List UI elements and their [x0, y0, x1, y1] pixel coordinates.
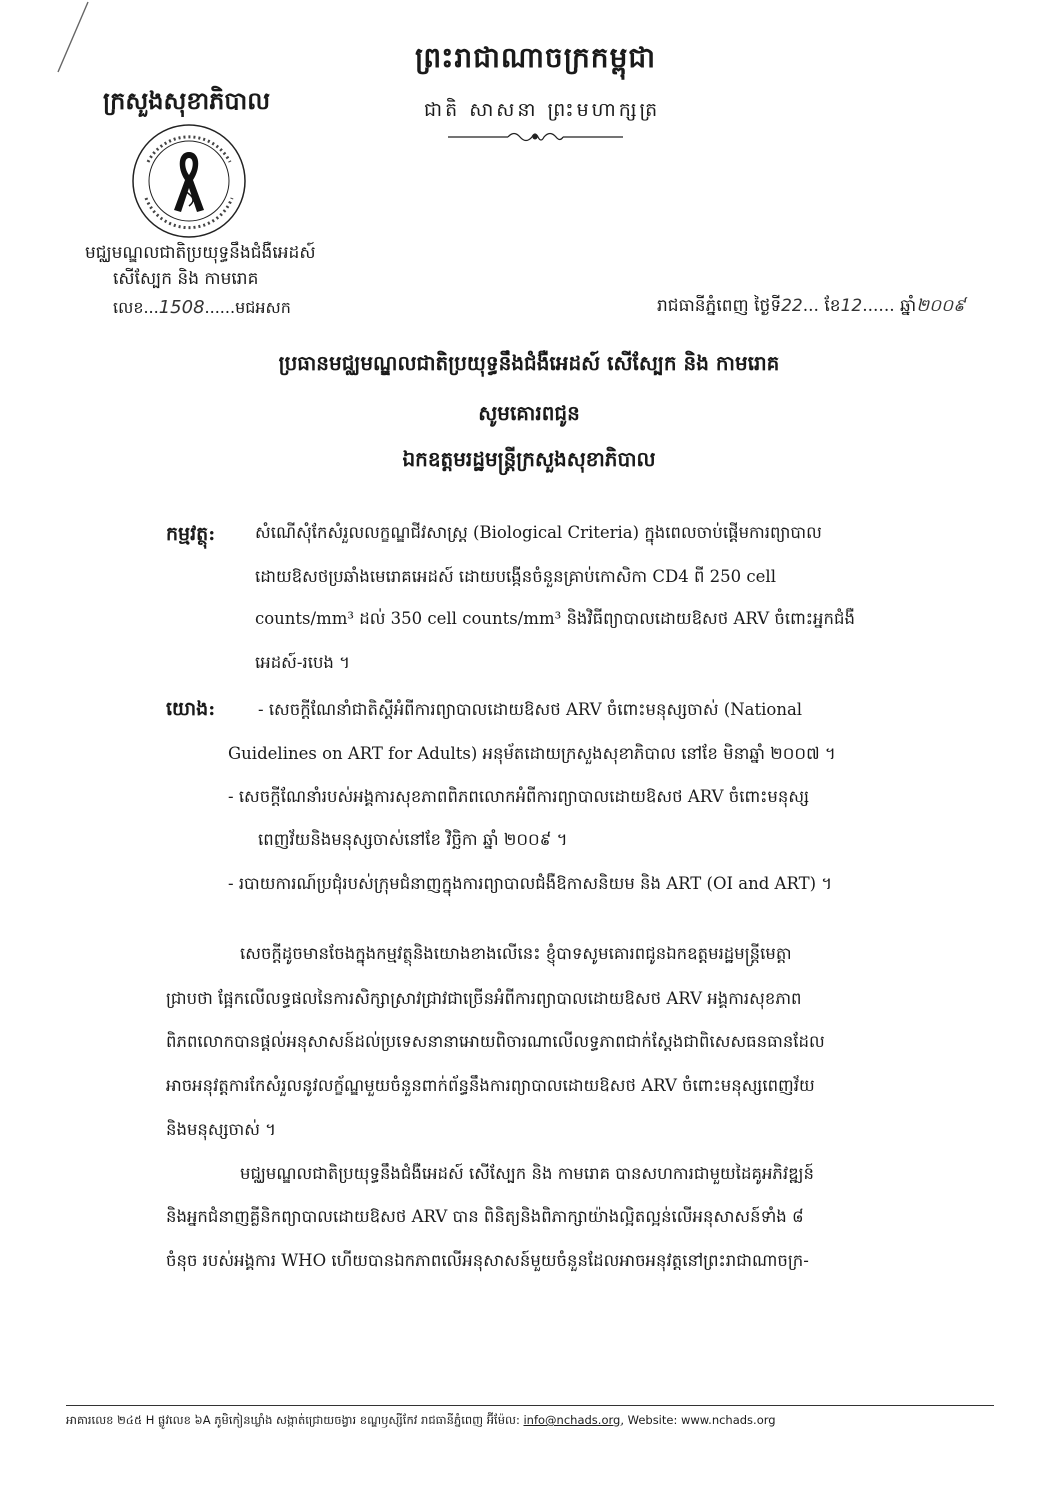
footer-divider: [66, 1405, 994, 1406]
reference-item: - របាយការណ៍ប្រជុំរបស់ក្រុមជំនាញក្នុងការព្យាបាលជំងឺឱកាសនិយម និង ART (OI and ART) ។: [228, 874, 833, 893]
body-paragraph-line: និងមនុស្សចាស់ ។: [166, 1120, 277, 1139]
respectfully-heading: សូមគោរពជូន: [478, 401, 580, 425]
body-paragraph-line: អាចអនុវត្តការកែសំរួលនូវលក្ខ័ណ្ឌមួយចំនួនពាក់ព័ន្ធនឹងការព្យាបាលដោយឱសថ ARV ចំពោះមនុស្សពេញវ័យ: [166, 1076, 815, 1095]
body-paragraph-line: ពិភពលោកបានផ្តល់អនុសាសន៍ដល់ប្រទេសនានាអោយពិចារណាលើលទ្ធភាពជាក់ស្តែងជាពិសេសធនធានដែល: [166, 1032, 825, 1051]
national-motto: ជាតិ សាសនា ព្រះមហាក្សត្រ: [424, 99, 661, 121]
footer-email-link[interactable]: info@nchads.org: [523, 1413, 621, 1427]
reference-item: ពេញវ័យនិងមនុស្សចាស់នៅខែ វិច្ឆិកា ឆ្នាំ ២០០៩ ។: [258, 830, 568, 849]
center-name-line2: សើស្បែក និង កាមរោគ: [113, 269, 259, 289]
nchads-seal-logo: [130, 122, 248, 240]
ministry-name: ក្រសួងសុខាភិបាល: [103, 86, 271, 115]
sender-heading: ប្រធានមជ្ឈមណ្ឌលជាតិប្រយុទ្ធនឹងជំងឺអេដស៍ សើស្បែក និង កាមរោគ: [278, 351, 780, 375]
ref-number: 1508: [158, 297, 205, 318]
ref-prefix: លេខ...: [113, 298, 159, 317]
subject-label: កម្មវត្ថុ:: [166, 523, 216, 545]
ref-suffix: ......មជអសក: [204, 298, 291, 317]
ornament-divider: [448, 128, 623, 146]
date-month: 12: [840, 296, 863, 316]
date-year: ២០០៩: [916, 296, 966, 316]
kingdom-title: ព្រះរាជាណាចក្រកម្ពុជា: [415, 41, 657, 74]
date-day: 22: [781, 296, 803, 316]
subject-line: សំណើសុំកែសំរួលលក្ខណ្ឌជីវសាស្ត្រ (Biological Criteria) ក្នុងពេលចាប់ផ្តើមការព្យាបាល: [255, 523, 822, 542]
reference-item: - សេចក្តីណែនាំជាតិស្តីអំពីការព្យាបាលដោយឱសថ ARV ចំពោះមនុស្សចាស់ (National: [258, 700, 803, 719]
footer-address-text: អាគារលេខ ២៤៥ H ផ្លូវលេខ ៦A ភូមិកៀនឃ្លាំង សង្កាត់ជ្រោយចង្វារ ខណ្ឌឫស្សីកែវ រាជធានីភ្នំពេញ អ៊ីម៉ែល:: [66, 1413, 524, 1427]
subject-line: អេដស៍-របេង ។: [255, 653, 351, 672]
reference-item: - សេចក្តីណែនាំរបស់អង្គការសុខភាពពិភពលោកអំពីការព្យាបាលដោយឱសថ ARV ចំពោះមនុស្ស: [228, 787, 809, 806]
body-paragraph-line: មជ្ឈមណ្ឌលជាតិប្រយុទ្ធនឹងជំងឺអេដស៍ សើស្បែក និង កាមរោគ បានសហការជាមួយដៃគូអភិវឌ្ឍន៍: [240, 1164, 814, 1183]
date-year-label: ...... ឆ្នាំ: [862, 296, 917, 316]
subject-line: counts/mm³ ដល់ 350 cell counts/mm³ និងវិធីព្យាបាលដោយឱសថ ARV ចំពោះអ្នកជំងឺ: [255, 609, 855, 628]
body-paragraph-line: សេចក្តីដូចមានចែងក្នុងកម្មវត្ថុនិងយោងខាងលើនេះ ខ្ញុំបាទសូមគោរពជូនឯកឧត្តមរដ្ឋមន្ត្រីមេត្តា: [240, 944, 792, 963]
footer-website: , Website: www.nchads.org: [620, 1413, 776, 1427]
reference-number-line: [113, 297, 291, 321]
center-name-line1: មជ្ឈមណ្ឌលជាតិប្រយុទ្ធនឹងជំងឺអេដស៍: [85, 243, 316, 263]
body-paragraph-line: ចំនុច របស់អង្គការ WHO ហើយបានឯកភាពលើអនុសាសន៍មួយចំនួនដែលអាចអនុវត្តនៅព្រះរាជាណាចក្រ-: [166, 1251, 809, 1270]
scan-mark: [52, 0, 92, 80]
body-paragraph-line: និងអ្នកជំនាញគ្លីនិកព្យាបាលដោយឱសថ ARV បាន ពិនិត្យនិងពិភាក្សាយ៉ាងល្អិតល្អន់លើអនុសាសន៍ទាំង ៨: [166, 1207, 804, 1226]
date-line: [657, 295, 965, 320]
date-month-label: ... ខែ: [802, 296, 841, 316]
footer-address: [66, 1413, 1006, 1430]
date-prefix: រាជធានីភ្នំពេញ ថ្ងៃទី: [657, 296, 782, 316]
recipient-heading: ឯកឧត្តមរដ្ឋមន្ត្រីក្រសួងសុខាភិបាល: [402, 447, 656, 471]
body-paragraph-line: ជ្រាបថា ផ្អែកលើលទ្ធផលនៃការសិក្សាស្រាវជ្រាវជាច្រើនអំពីការព្យាបាលដោយឱសថ ARV អង្គការសុខភាព: [166, 989, 802, 1008]
subject-line: ដោយឱសថប្រឆាំងមេរោគអេដស៍ ដោយបង្កើនចំនួនគ្រាប់កោសិកា CD4 ពី 250 cell: [255, 567, 776, 586]
reference-label: យោង:: [166, 698, 216, 720]
reference-item: Guidelines on ART for Adults) អនុម័តដោយក្រសួងសុខាភិបាល នៅខែ មិនាឆ្នាំ ២០០៧ ។: [228, 744, 836, 763]
